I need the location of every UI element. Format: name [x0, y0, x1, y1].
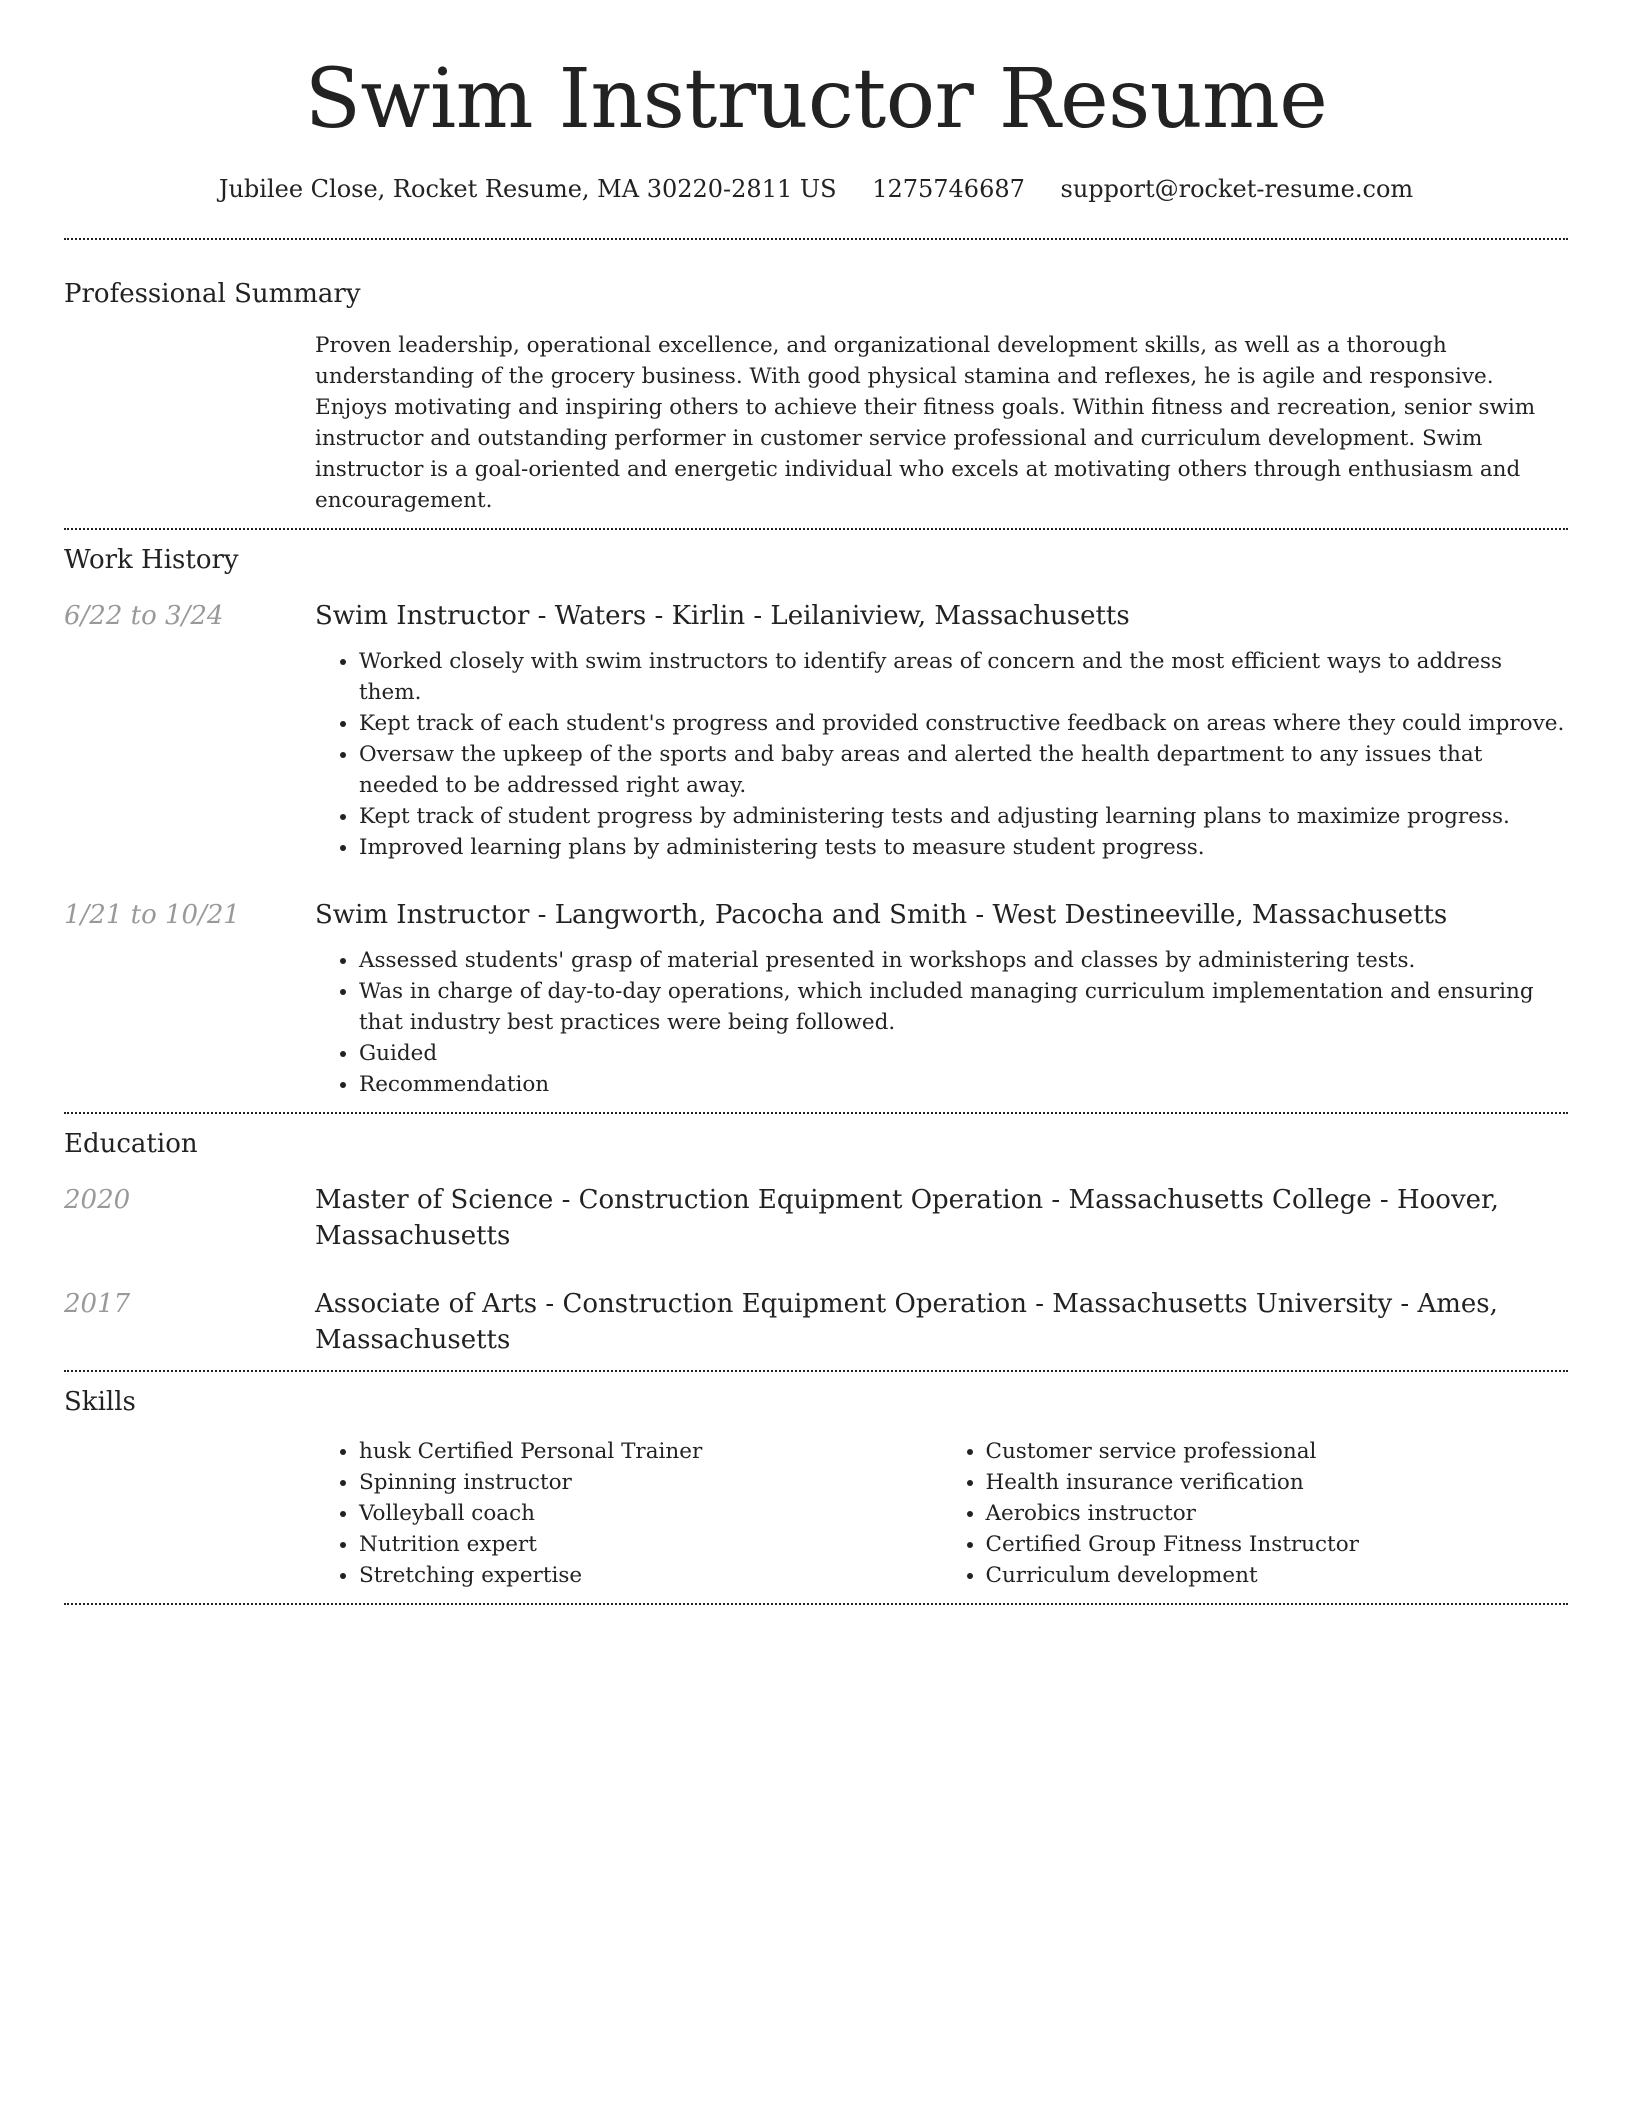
section-heading-skills: Skills — [64, 1387, 136, 1417]
contact-line — [64, 172, 1568, 206]
section-heading-summary: Professional Summary — [64, 279, 361, 309]
list-item: • husk Certified Personal Trainer — [359, 1436, 942, 1467]
work-history-section — [64, 530, 1568, 1112]
list-item: • Assessed students' grasp of material presented in workshops and classes by administering tests. — [359, 945, 1568, 976]
job-dates: 1/21 to 10/21 — [64, 900, 240, 930]
list-item: • Curriculum development — [986, 1560, 1569, 1591]
job-dates: 6/22 to 3/24 — [64, 601, 224, 631]
education-entry — [64, 1286, 1568, 1358]
job-bullets — [315, 945, 1568, 1100]
section-heading-work: Work History — [64, 545, 239, 575]
education-entry — [64, 1182, 1568, 1254]
job-title: Swim Instructor - Waters - Kirlin - Leilaniview, Massachusetts — [315, 601, 1130, 631]
education-school: - Massachusetts University - Ames, Massachusetts — [315, 1289, 1498, 1355]
list-item: • Recommendation — [359, 1069, 1568, 1100]
list-item: • Stretching expertise — [359, 1560, 942, 1591]
education-degree: Associate of Arts - Construction Equipment Operation — [315, 1289, 1027, 1319]
education-year: 2020 — [64, 1185, 131, 1215]
list-item: • Volleyball coach — [359, 1498, 942, 1529]
job-title: Swim Instructor - Langworth, Pacocha and Smith - West Destineeville, Massachusetts — [315, 900, 1448, 930]
skills-list-right — [942, 1436, 1569, 1591]
resume-title: Swim Instructor Resume — [304, 52, 1328, 147]
list-item: • Was in charge of day-to-day operations, which included managing curriculum implementation and ensuring that industry best practices were being followed. — [359, 976, 1568, 1038]
section-heading-education: Education — [64, 1129, 198, 1159]
education-degree: Master of Science - Construction Equipment Operation — [315, 1185, 1044, 1215]
list-item: • Oversaw the upkeep of the sports and baby areas and alerted the health department to any issues that needed to be addressed right away. — [359, 739, 1568, 801]
skills-list-left — [315, 1436, 942, 1591]
list-item: • Kept track of each student's progress and provided constructive feedback on areas where they could improve. — [359, 708, 1568, 739]
job-bullets — [315, 646, 1568, 863]
job-entry — [64, 598, 1568, 863]
contact-email: support@rocket-resume.com — [1060, 175, 1414, 203]
list-item: • Guided — [359, 1038, 1568, 1069]
skills-section — [64, 1372, 1568, 1603]
section-divider — [64, 1603, 1568, 1605]
list-item: • Kept track of student progress by administering tests and adjusting learning plans to maximize progress. — [359, 801, 1568, 832]
contact-phone: 1275746687 — [872, 175, 1025, 203]
list-item: • Worked closely with swim instructors to identify areas of concern and the most efficient ways to address them. — [359, 646, 1568, 708]
job-entry — [64, 897, 1568, 1100]
list-item: • Spinning instructor — [359, 1467, 942, 1498]
list-item: • Improved learning plans by administering tests to measure student progress. — [359, 832, 1568, 863]
summary-text: Proven leadership, operational excellence, and organizational development skills, as well as a thorough understanding of the grocery business. With good physical stamina and reflexes, he is agile and responsive. Enjoys motivating and inspiring others to achieve their fitness goals. Within fitness and recreation, senior swim instructor and outstanding performer in customer service professional and curriculum development. Swim instructor is a goal-oriented and energetic individual who excels at motivating others through enthusiasm and encouragement. — [315, 333, 1536, 513]
list-item: • Aerobics instructor — [986, 1498, 1569, 1529]
education-school: - Massachusetts College - Hoover, Massachusetts — [315, 1185, 1499, 1251]
contact-address: Jubilee Close, Rocket Resume, MA 30220-2811 US — [218, 175, 837, 203]
list-item: • Health insurance verification — [986, 1467, 1569, 1498]
education-section — [64, 1114, 1568, 1370]
list-item: • Certified Group Fitness Instructor — [986, 1529, 1569, 1560]
education-year: 2017 — [64, 1289, 131, 1319]
list-item: • Nutrition expert — [359, 1529, 942, 1560]
professional-summary-section — [64, 240, 1568, 528]
list-item: • Customer service professional — [986, 1436, 1569, 1467]
